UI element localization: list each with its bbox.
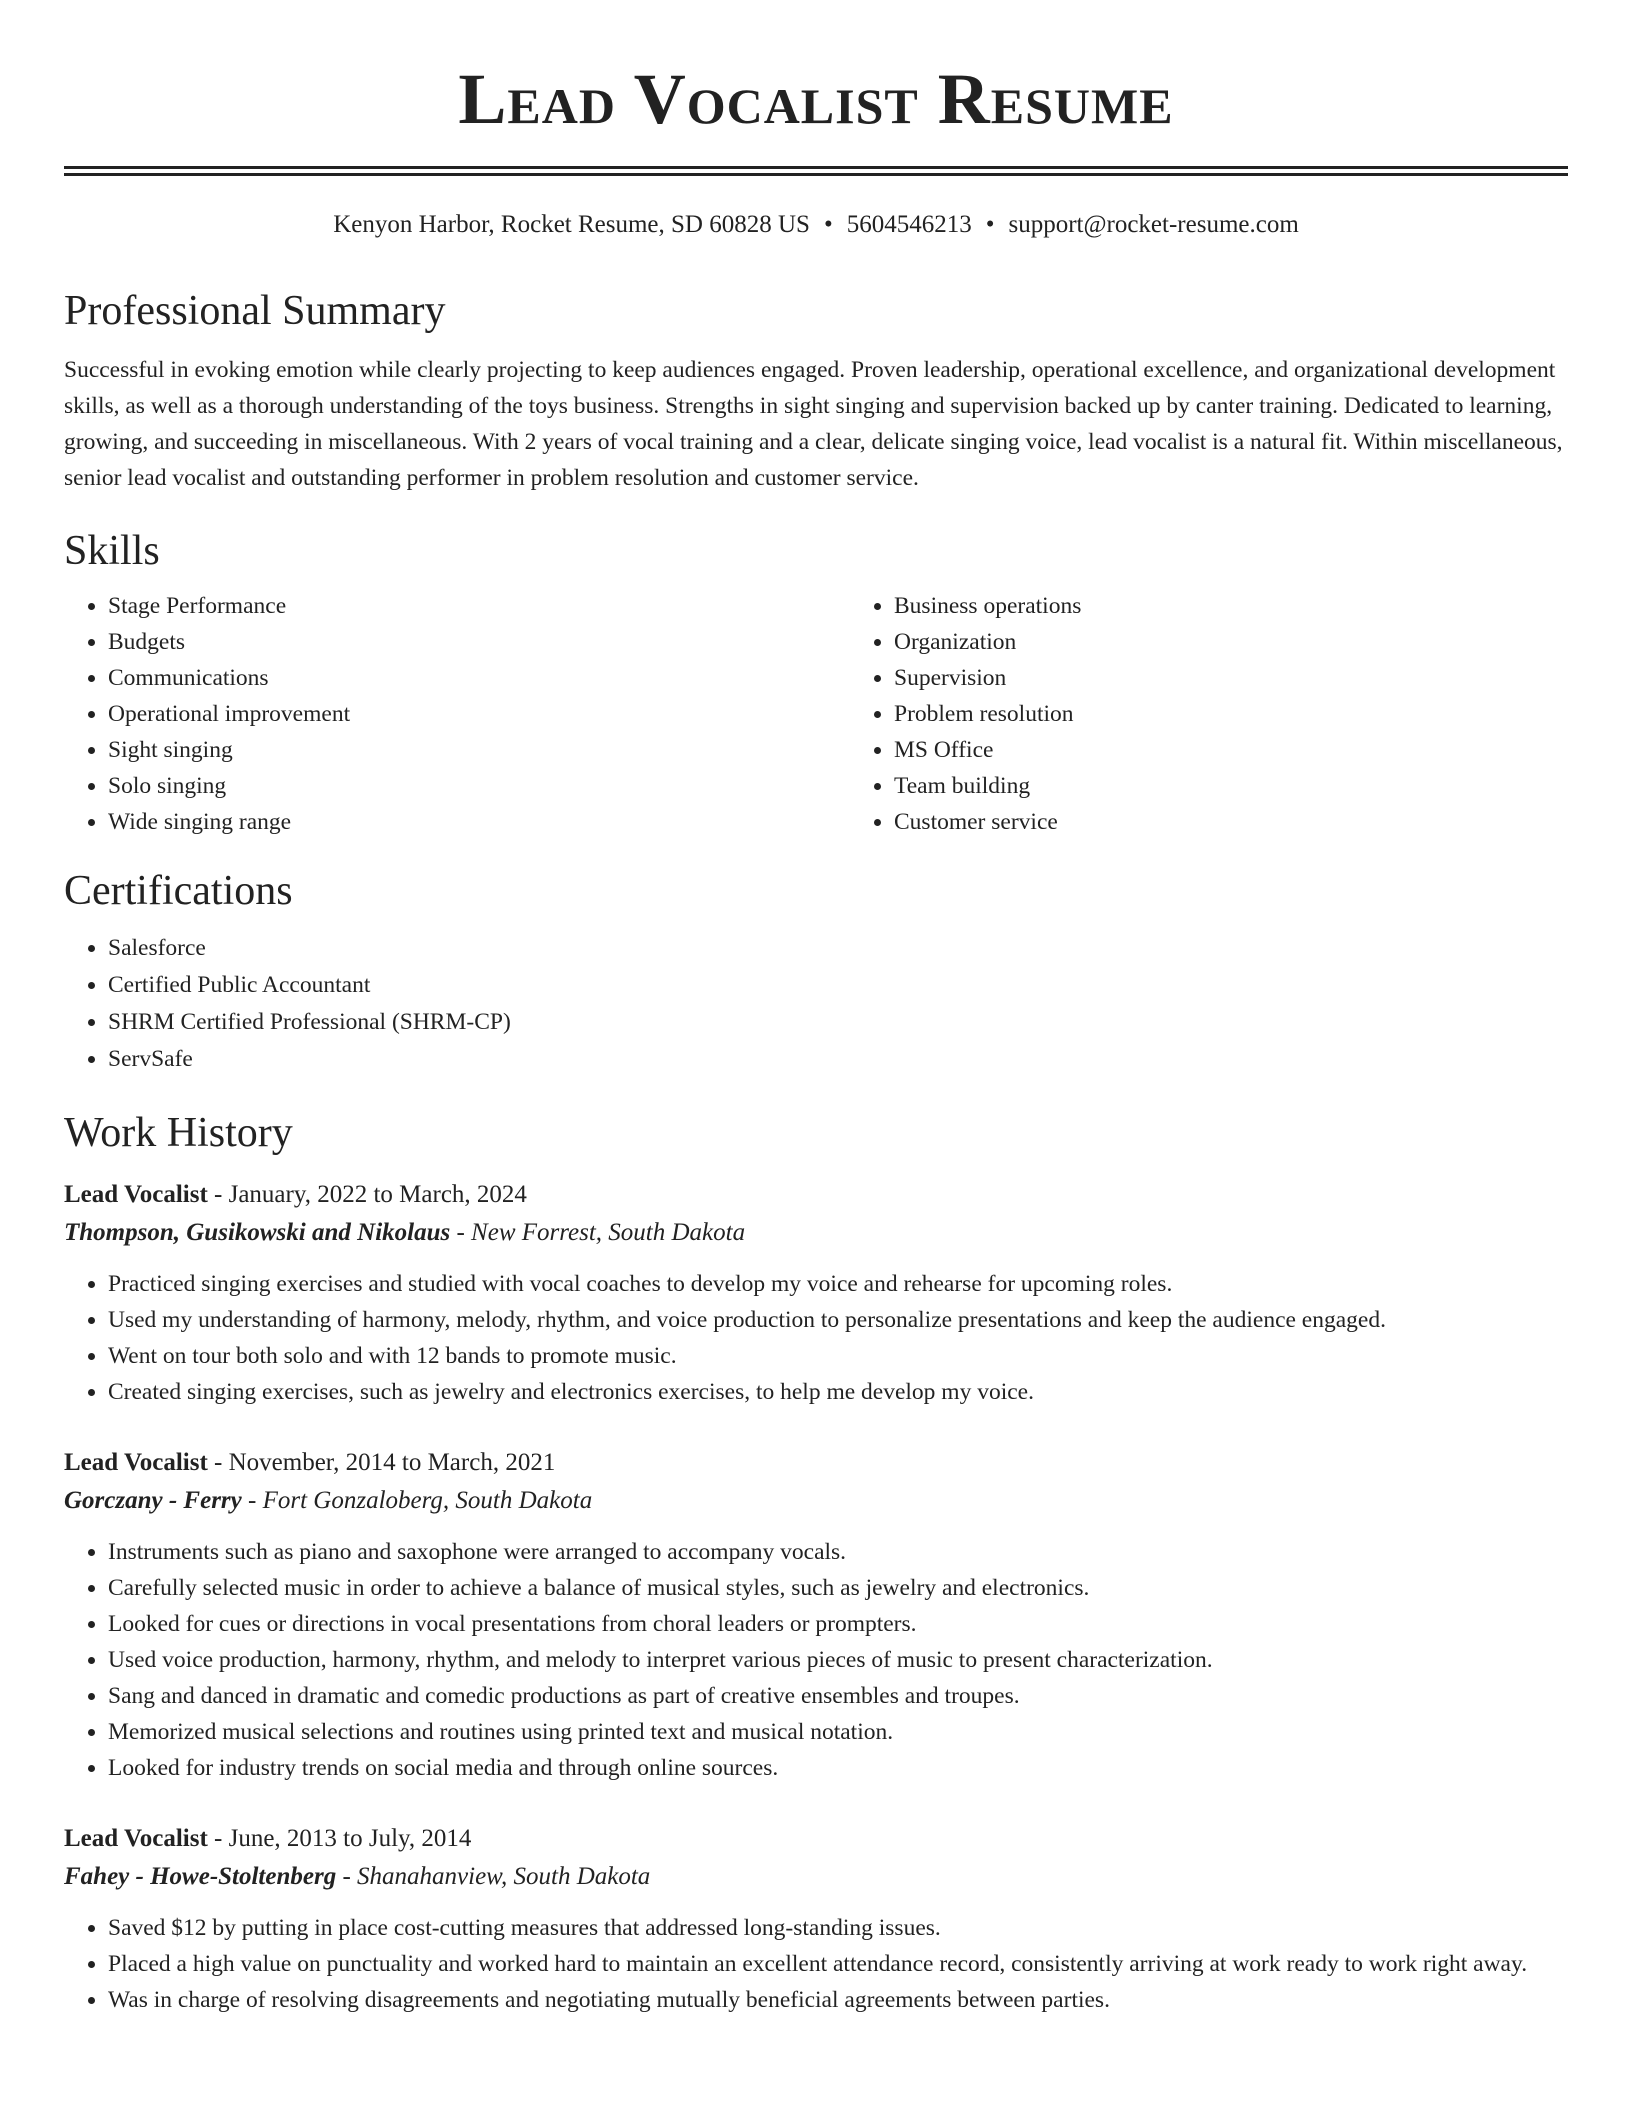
summary-text: Successful in evoking emotion while clearly projecting to keep audiences engaged. Proven leadership, operational excellence, and organizational development skills, as well as a thorough understanding of the toys business. Strengths in sight singing and supervision backed up by canter training. Dedicated to learning, growing, and succeeding in miscellaneous. With 2 years of vocal training and a clear, delicate singing voice, lead vocalist is a natural fit. Within miscellaneous, senior lead vocalist and outstanding performer in problem resolution and customer service. bbox=[64, 357, 1563, 491]
job-entry bbox=[64, 1444, 1568, 1786]
certifications-list bbox=[64, 930, 1568, 1078]
contact-line bbox=[64, 208, 1568, 242]
certification-item: • SHRM Certified Professional (SHRM-CP) bbox=[108, 1004, 1568, 1041]
certifications-heading: Certifications bbox=[64, 868, 293, 914]
work-history-heading: Work History bbox=[64, 1110, 293, 1156]
job-bullet: • Memorized musical selections and routines using printed text and musical notation. bbox=[108, 1714, 1568, 1750]
certification-item: • ServSafe bbox=[108, 1041, 1568, 1078]
job-company: Thompson, Gusikowski and Nikolaus bbox=[64, 1219, 451, 1246]
contact-email[interactable]: support@rocket-resume.com bbox=[1008, 211, 1299, 238]
skill-item: • Supervision bbox=[894, 660, 1632, 696]
job-company: Gorczany - Ferry bbox=[64, 1487, 242, 1514]
job-dates: - January, 2022 to March, 2024 bbox=[207, 1181, 527, 1208]
job-location: - Shanahanview, South Dakota bbox=[336, 1863, 651, 1890]
job-location: - Fort Gonzaloberg, South Dakota bbox=[241, 1487, 593, 1514]
job-bullet: • Looked for cues or directions in vocal presentations from choral leaders or prompters. bbox=[108, 1606, 1568, 1642]
job-entry bbox=[64, 1820, 1568, 2018]
job-title-line bbox=[64, 1820, 1568, 1858]
job-bullet: • Sang and danced in dramatic and comedic productions as part of creative ensembles and troupes. bbox=[108, 1678, 1568, 1714]
job-bullet: • Placed a high value on punctuality and worked hard to maintain an excellent attendance record, consistently arriving at work ready to work right away. bbox=[108, 1946, 1568, 1982]
skill-item: • Customer service bbox=[894, 804, 1632, 840]
summary-heading: Professional Summary bbox=[64, 288, 446, 334]
job-bullet: • Saved $12 by putting in place cost-cutting measures that addressed long-standing issues. bbox=[108, 1910, 1568, 1946]
certification-item: • Certified Public Accountant bbox=[108, 967, 1568, 1004]
skills-columns bbox=[64, 588, 1568, 840]
job-bullets bbox=[64, 1266, 1568, 1410]
skill-item: • Budgets bbox=[108, 624, 850, 660]
job-location: - New Forrest, South Dakota bbox=[450, 1219, 746, 1246]
job-bullet: • Looked for industry trends on social media and through online sources. bbox=[108, 1750, 1568, 1786]
skill-item: • MS Office bbox=[894, 732, 1632, 768]
job-bullet: • Used my understanding of harmony, melody, rhythm, and voice production to personalize presentations and keep the audience engaged. bbox=[108, 1302, 1568, 1338]
job-company-line bbox=[64, 1214, 1568, 1252]
job-bullet: • Used voice production, harmony, rhythm, and melody to interpret various pieces of music to present characterization. bbox=[108, 1642, 1568, 1678]
title-double-rule bbox=[64, 166, 1568, 176]
job-entry bbox=[64, 1176, 1568, 1410]
job-dates: - November, 2014 to March, 2021 bbox=[207, 1449, 556, 1476]
skills-left-list bbox=[64, 588, 850, 840]
contact-separator: • bbox=[823, 211, 833, 238]
job-company-line bbox=[64, 1482, 1568, 1520]
skill-item: • Wide singing range bbox=[108, 804, 850, 840]
skills-heading: Skills bbox=[64, 528, 160, 574]
skill-item: • Communications bbox=[108, 660, 850, 696]
skill-item: • Business operations bbox=[894, 588, 1632, 624]
job-dates: - June, 2013 to July, 2014 bbox=[207, 1825, 472, 1852]
contact-phone: 5604546213 bbox=[846, 211, 972, 238]
skill-item: • Team building bbox=[894, 768, 1632, 804]
job-bullet: • Instruments such as piano and saxophone were arranged to accompany vocals. bbox=[108, 1534, 1568, 1570]
job-bullet: • Created singing exercises, such as jewelry and electronics exercises, to help me develop my voice. bbox=[108, 1374, 1568, 1410]
job-title-line bbox=[64, 1444, 1568, 1482]
job-title-line bbox=[64, 1176, 1568, 1214]
skill-item: • Solo singing bbox=[108, 768, 850, 804]
skill-item: • Problem resolution bbox=[894, 696, 1632, 732]
skill-item: • Sight singing bbox=[108, 732, 850, 768]
job-title: Lead Vocalist bbox=[64, 1449, 208, 1476]
skills-right-list bbox=[850, 588, 1632, 840]
job-title: Lead Vocalist bbox=[64, 1181, 208, 1208]
resume-title: Lead Vocalist Resume bbox=[458, 59, 1174, 139]
job-bullet: • Was in charge of resolving disagreements and negotiating mutually beneficial agreements between parties. bbox=[108, 1982, 1568, 2018]
skill-item: • Stage Performance bbox=[108, 588, 850, 624]
skill-item: • Organization bbox=[894, 624, 1632, 660]
job-title: Lead Vocalist bbox=[64, 1825, 208, 1852]
job-bullets bbox=[64, 1910, 1568, 2018]
contact-address: Kenyon Harbor, Rocket Resume, SD 60828 US bbox=[333, 211, 810, 238]
contact-separator: • bbox=[985, 211, 995, 238]
certification-item: • Salesforce bbox=[108, 930, 1568, 967]
job-company: Fahey - Howe-Stoltenberg bbox=[64, 1863, 337, 1890]
job-bullet: • Went on tour both solo and with 12 bands to promote music. bbox=[108, 1338, 1568, 1374]
job-bullets bbox=[64, 1534, 1568, 1786]
skill-item: • Operational improvement bbox=[108, 696, 850, 732]
job-bullet: • Practiced singing exercises and studied with vocal coaches to develop my voice and rehearse for upcoming roles. bbox=[108, 1266, 1568, 1302]
resume-page bbox=[64, 0, 1568, 2018]
job-company-line bbox=[64, 1858, 1568, 1896]
job-bullet: • Carefully selected music in order to achieve a balance of musical styles, such as jewelry and electronics. bbox=[108, 1570, 1568, 1606]
